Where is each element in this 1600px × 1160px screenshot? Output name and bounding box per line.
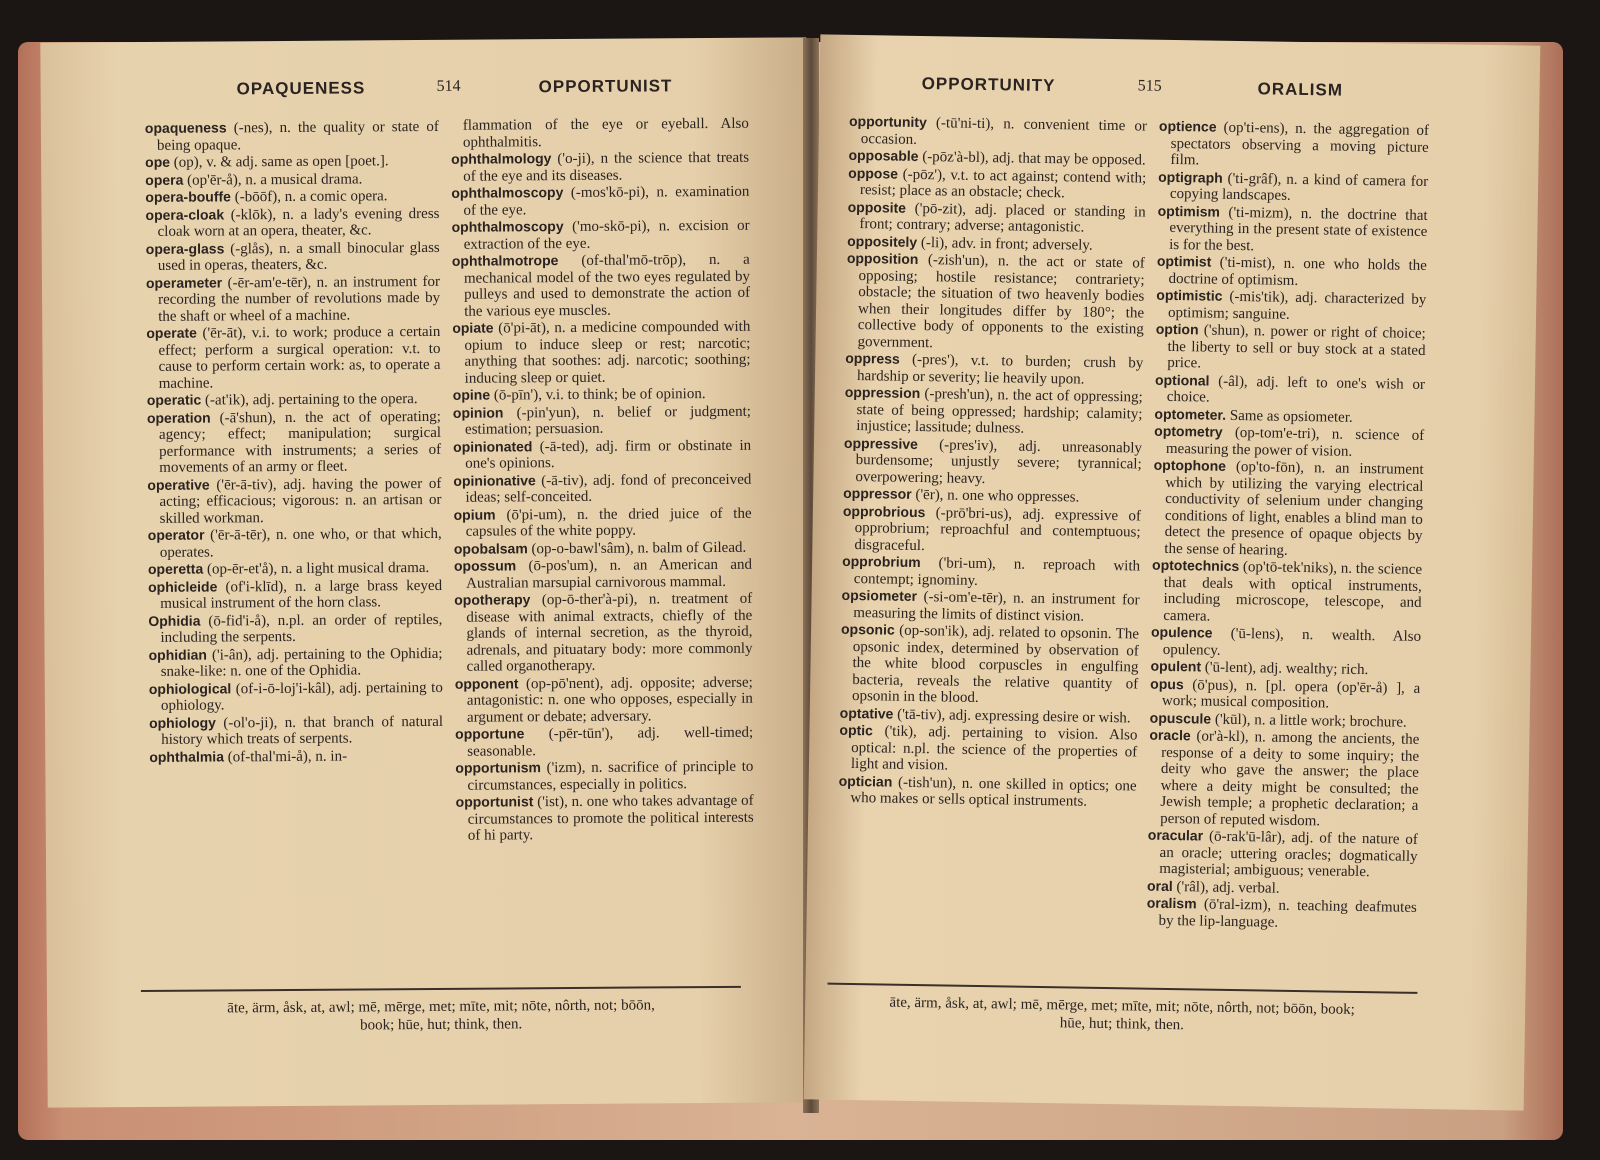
entry-definition: ('mo-skō-pi), n. excision or extraction of the eye. — [463, 217, 750, 253]
dictionary-entry — [149, 712, 443, 748]
dictionary-entry — [146, 323, 440, 392]
entry-headword: opuscule — [1149, 709, 1212, 727]
entry-headword: oral — [1146, 877, 1173, 894]
dictionary-entry — [148, 559, 442, 579]
entry-headword: oppressive — [843, 434, 919, 452]
entry-definition: (ō-pīn'), v.i. to think; be of opinion. — [490, 386, 706, 404]
entry-headword: opportune — [455, 725, 525, 742]
dictionary-entry — [146, 238, 440, 274]
entry-definition: (op'tō-tek'niks), n. the science that deals with optical instruments, including microscope, telescope, and camera. — [1163, 559, 1423, 625]
entry-headword: opiate — [452, 319, 494, 336]
dictionary-entry — [149, 746, 443, 766]
dictionary-entry — [840, 621, 1139, 709]
entry-definition: (op-son'ik), adj. related to opsonin. The opsonic index, determined by observation of the white blood corpuscles in engulfing bacteria, reveals the relative quantity of opsonin in the blood. — [851, 622, 1140, 706]
entry-headword: operetta — [147, 560, 204, 577]
entry-definition: (or'à-kl), n. among the ancients, the response of a deity to some inquiry; the deity who gave the answer; the place where a deity might be consulted; the Jewish temple; a prophetic declaration; a person of reputed wisdom. — [1160, 728, 1420, 829]
entry-definition: ('i-ân), adj. pertaining to the Ophidia; snake-like: n. one of the Ophidia. — [160, 645, 443, 680]
dictionary-entry — [1158, 168, 1429, 206]
entry-headword: optimism — [1157, 202, 1221, 220]
pronunciation-key-line-1: āte, ärm, åsk, at, awl; mē, mērge, met; mīte, mit; nōte, nôrth, not; bōōn, — [227, 997, 655, 1017]
entry-headword: opportunity — [848, 112, 927, 131]
dictionary-entry — [1151, 557, 1422, 628]
left-page-column-2 — [451, 116, 754, 845]
dictionary-entry — [453, 385, 751, 405]
entry-definition: (-pres'iv), adj. unreasonably burdensome; unjustly severe; tyrannical; overpowering; heavy. — [855, 436, 1143, 487]
entry-headword: oralism — [1146, 894, 1197, 912]
entry-headword: opulent — [1150, 657, 1202, 675]
entry-headword: ophiological — [148, 679, 232, 697]
entry-definition: ('ēr-ā-tēr), n. one who, or that which, operates. — [159, 525, 442, 561]
dictionary-entry — [452, 251, 750, 320]
entry-definition: (ō-fid'i-å), n.pl. an order of reptiles, including the serpents. — [160, 611, 443, 646]
entry-headword: option — [1155, 320, 1199, 338]
entry-headword: operative — [147, 476, 210, 493]
dictionary-entry — [1154, 423, 1425, 461]
entry-headword: opus — [1150, 675, 1184, 692]
entry-definition: flammation of the eye or eyeball. Also ophthalmitis. — [462, 115, 749, 151]
entry-definition: (op'ti-ens), n. the aggregation of spectators observing a moving picture film. — [1170, 119, 1430, 169]
entry-definition: ('ist), n. one who takes advantage of circumstances to promote the political interests of hi party. — [467, 792, 754, 844]
entry-definition: (op-pō'nent), adj. opposite; adverse; antagonistic: n. one who opposes, especially in argument or debate; adversary. — [466, 674, 753, 726]
dictionary-entry — [848, 164, 1146, 203]
dictionary-entry — [1148, 727, 1420, 831]
entry-headword: ophthalmia — [149, 747, 225, 765]
right-page-guide-word-right: ORALISM — [1257, 79, 1344, 100]
pronunciation-key-line-2: hūe, hut; think, then. — [1059, 1015, 1185, 1034]
entry-definition: (ō-pos'um), n. an American and Australian marsupial carnivorous mammal. — [466, 556, 753, 592]
entry-headword: ophiology — [148, 713, 216, 731]
dictionary-entry — [452, 318, 750, 387]
right-page — [804, 34, 1541, 1110]
entry-definition: ('ti-grâf), n. a kind of camera for copying landscapes. — [1169, 170, 1429, 204]
dictionary-entry — [843, 434, 1142, 489]
entry-headword: operameter — [145, 273, 223, 291]
entry-definition: (-pres'), v.t. to burden; crush by hardship or severity; lie heavily upon. — [856, 351, 1144, 388]
dictionary-entry — [847, 198, 1145, 237]
entry-definition: (-pēr-tūn'), adj. well-timed; seasonable. — [467, 724, 754, 760]
entry-headword: optative — [839, 704, 894, 722]
entry-headword: opsiometer — [841, 586, 918, 604]
entry-headword: ophicleide — [148, 577, 218, 595]
entry-definition: ('ti-mizm), n. the doctrine that everything in the present state of existence is for the best. — [1169, 204, 1428, 254]
dictionary-entry — [455, 673, 753, 726]
entry-headword: ophthalmotrope — [451, 252, 559, 269]
dictionary-entry — [451, 149, 749, 185]
entry-headword: optotechnics — [1151, 556, 1240, 575]
entry-definition: (-ā'shun), n. the act of operating; agency; effect; manipulation; surgical performance with instruments; a series of movements of an army or fleet. — [158, 408, 442, 476]
dictionary-entry — [845, 250, 1145, 355]
entry-definition: (-klōk), n. a lady's evening dress cloak worn at an opera, theater, &c. — [157, 205, 440, 240]
entry-definition: Same as opsiometer. — [1225, 407, 1353, 426]
dictionary-entry — [1150, 675, 1421, 713]
entry-headword: opera-bouffe — [145, 188, 231, 205]
entry-definition: (-si-om'e-tēr), n. an instrument for measuring the limits of distinct vision. — [853, 588, 1140, 625]
dictionary-entry — [149, 678, 443, 714]
entry-definition: (-prō'bri-us), adj. expressive of opprobrium; reproachful and contemptuous; disgraceful. — [854, 504, 1142, 554]
left-page-guide-word-right: OPPORTUNIST — [538, 76, 673, 97]
entry-definition: (-ā-ted), adj. firm or obstinate in one's opinions. — [465, 437, 752, 472]
entry-headword: oracle — [1149, 726, 1191, 744]
entry-definition: ('ti-mist), n. one who holds the doctrine of optimism. — [1168, 254, 1427, 289]
right-page-column-1 — [838, 113, 1147, 811]
entry-headword: oppose — [848, 164, 899, 182]
entry-headword: operator — [147, 526, 205, 543]
entry-definition: (-ol'o-ji), n. that branch of natural history which treats of serpents. — [161, 713, 444, 748]
entry-definition: (ō'pus), n. [pl. opera (op'ēr-å) ], a work; musical composition. — [1161, 676, 1421, 712]
right-page-footer-rule — [827, 983, 1417, 994]
dictionary-entry — [842, 553, 1140, 592]
entry-headword: ophidian — [148, 646, 207, 663]
entry-definition: (ō'pi-um), n. the dried juice of the capsules of the white poppy. — [465, 505, 752, 540]
left-page-column-1 — [145, 118, 444, 766]
entry-headword: opinion — [452, 403, 504, 421]
dictionary-entry — [146, 272, 440, 325]
entry-definition: (-bōōf), n. a comic opera. — [230, 188, 388, 206]
pronunciation-key-line-1: āte, ärm, åsk, at, awl; mē, mērge, met; mīte, mit; nōte, nôrth, not; bōōn, book; — [889, 994, 1356, 1018]
entry-definition: (-presh'un), n. the act of oppressing; state of being oppressed; hardship; calamity; injustice; lassitude; dulness. — [856, 386, 1143, 437]
entry-definition: ('izm), n. sacrifice of principle to circumstances, especially in politics. — [467, 758, 754, 794]
entry-headword: opportunism — [455, 759, 541, 776]
entry-definition: ('kūl), n. a little work; brochure. — [1211, 711, 1407, 731]
entry-headword: opaqueness — [144, 119, 227, 136]
entry-definition: (of-thal'mō-trōp), n. a mechanical model of the two eyes regulated by pulleys and used to demonstrate the action of the various eye muscles. — [463, 251, 751, 320]
entry-headword: optometer. — [1154, 405, 1227, 423]
entry-definition: ('tā-tiv), adj. expressing desire or wish. — [893, 706, 1131, 726]
dictionary-entry — [145, 169, 439, 189]
entry-headword: Ophidia — [148, 612, 201, 629]
pronunciation-key-line-2: book; hūe, hut; think, then. — [360, 1016, 523, 1034]
dictionary-entry — [1151, 624, 1422, 662]
dictionary-entry — [145, 204, 439, 240]
entry-headword: opera-glass — [145, 239, 225, 257]
entry-headword: opine — [452, 386, 491, 403]
right-page-guide-word-left: OPPORTUNITY — [921, 74, 1056, 96]
dictionary-entry — [147, 474, 441, 527]
entry-headword: optigraph — [1158, 168, 1223, 186]
dictionary-entry — [838, 772, 1136, 811]
entry-headword: opponent — [454, 674, 519, 692]
dictionary-entry — [849, 113, 1147, 152]
entry-definition: ('ēr-ā-tiv), adj. having the power of acting; efficacious; vigorous: n. an artisan or skilled workman. — [159, 475, 442, 527]
dictionary-entry — [1156, 253, 1427, 291]
entry-headword: opulence — [1150, 623, 1213, 641]
entry-definition: (-âl), adj. left to one's wish or choice. — [1166, 373, 1426, 406]
entry-headword: opera — [145, 171, 184, 188]
entry-definition: (-mos'kō-pi), n. examination of the eye. — [463, 183, 750, 219]
left-page-pronunciation-key — [141, 996, 741, 1036]
entry-headword: oppression — [844, 383, 921, 402]
dictionary-entry — [454, 556, 752, 592]
entry-definition: (op'to-fōn), n. an instrument which by utilizing the varying electrical conductivity of selenium under changing conditions of light, enables a blind man to detect the presence of opaque objects by the sense of hearing. — [1164, 458, 1424, 559]
dictionary-entry — [145, 152, 439, 172]
dictionary-entry — [455, 724, 753, 760]
dictionary-entry — [147, 407, 441, 476]
entry-definition: (-zish'un), n. the act or state of opposing; hostile resistance; contrariety; obstacle; the situation of two heavenly bodies when their longitudes differ by 180°; the collective body of opponents to the existing government. — [857, 251, 1145, 351]
entry-headword: optience — [1158, 117, 1217, 135]
dictionary-entry — [145, 118, 439, 154]
entry-definition: ('pō-zit), adj. placed or standing in front; contrary; adverse; antagonistic. — [859, 200, 1146, 236]
dictionary-entry — [455, 758, 753, 794]
dictionary-entry — [1155, 371, 1426, 409]
dictionary-entry — [454, 504, 752, 540]
entry-headword: ophthalmology — [451, 150, 552, 167]
dictionary-entry — [145, 187, 439, 207]
entry-definition: ('ēr), n. one who oppresses. — [911, 486, 1080, 506]
entry-definition: (-glås), n. a small binocular glass used in operas, theaters, &c. — [157, 239, 440, 274]
entry-headword: oppress — [845, 349, 900, 367]
entry-headword: operatic — [146, 391, 202, 408]
entry-headword: opposition — [846, 249, 919, 267]
dictionary-entry — [453, 436, 751, 472]
entry-definition: (op-ō-ther'à-pi), n. treatment of disease with animal extracts, chiefly of the glands of internal secretion, as the thyroid, adrenals, and pituatary body: more commonly called organotherapy. — [466, 590, 753, 675]
entry-headword: optometry — [1154, 422, 1223, 440]
entry-definition: (-pin'yun), n. belief or judgment; estimation; persuasion. — [464, 403, 751, 438]
entry-definition: ('ū-lent), adj. wealthy; rich. — [1200, 659, 1369, 679]
dictionary-entry — [842, 502, 1141, 557]
entry-definition: ('o-ji), n the science that treats of the eye and its diseases. — [463, 149, 750, 185]
entry-definition: (ō'pi-āt), n. a medicine compounded with opium to induce sleep or rest; narcotic; anything that soothes: adj. narcotic; soothing; inducing sleep or quiet. — [464, 318, 751, 387]
dictionary-entry — [456, 792, 754, 845]
dictionary-entry — [845, 350, 1143, 389]
entry-headword: optic — [839, 721, 874, 739]
entry-definition: (of-i-ō-loj'i-kâl), adj. pertaining to ophiology. — [160, 679, 443, 714]
dictionary-entry — [1156, 287, 1427, 325]
entry-definition: ('bri-um), n. reproach with contempt; ignominy. — [853, 555, 1141, 589]
entry-headword: opinionated — [453, 437, 533, 455]
dictionary-entry — [1152, 457, 1424, 561]
entry-definition: (op-ēr-et'å), n. a light musical drama. — [203, 559, 430, 578]
dictionary-entry — [453, 402, 751, 438]
right-page-number: 515 — [1137, 77, 1162, 95]
entry-definition: (-at'ik), adj. pertaining to the opera. — [201, 391, 418, 409]
entry-definition: ('tik), adj. pertaining to vision. Also optical: n.pl. the science of the properties of light and vision. — [850, 723, 1138, 774]
entry-headword: opotherapy — [454, 591, 531, 608]
dictionary-entry — [1158, 118, 1429, 173]
entry-definition: (-nes), n. the quality or state of being opaque. — [156, 118, 439, 154]
entry-definition: ('shun), n. power or right of choice; the liberty to sell or buy stock at a stated price. — [1167, 322, 1426, 372]
entry-definition: (-ā-tiv), adj. fond of preconceived ideas; self-conceited. — [465, 471, 752, 506]
dictionary-entry — [1155, 321, 1426, 376]
entry-headword: oppositely — [847, 232, 918, 250]
entry-definition: (-tū'ni-ti), n. convenient time or occasion. — [860, 115, 1148, 148]
entry-definition: (-li), adv. in front; adversely. — [917, 234, 1093, 254]
dictionary-entry — [841, 587, 1139, 626]
entry-headword: optional — [1154, 371, 1210, 389]
dictionary-entry — [451, 116, 749, 151]
entry-headword: opposite — [847, 198, 907, 216]
dictionary-entry — [1157, 202, 1428, 257]
dictionary-entry — [1147, 827, 1418, 882]
dictionary-entry — [147, 390, 441, 410]
entry-headword: opium — [453, 506, 496, 523]
entry-definition: (op-tom'e-tri), n. science of measuring the power of vision. — [1165, 424, 1425, 460]
entry-definition: (op), v. & adj. same as open [poet.]. — [169, 153, 389, 171]
entry-headword: operation — [146, 409, 211, 426]
entry-definition: (-mis'tik), adj. characterized by optimism; sanguine. — [1167, 288, 1427, 323]
dictionary-entry — [148, 610, 442, 646]
entry-definition: (of-thal'mi-å), n. in- — [223, 748, 348, 765]
entry-definition: (-pōz'), v.t. to act against; contend with; resist; place as an obstacle; check. — [859, 166, 1147, 202]
entry-headword: opsonic — [840, 620, 895, 638]
entry-headword: opprobrious — [842, 502, 926, 520]
entry-definition: ('ū-lens), n. wealth. Also opulency. — [1162, 625, 1422, 659]
entry-headword: opobalsam — [453, 539, 528, 557]
left-page-number: 514 — [436, 77, 461, 95]
right-page-pronunciation-key — [827, 993, 1417, 1038]
dictionary-entry — [148, 525, 442, 561]
entry-headword: opera-cloak — [145, 205, 225, 223]
entry-headword: ope — [145, 153, 171, 170]
dictionary-entry — [453, 470, 751, 506]
entry-definition: (op'ēr-å), n. a musical drama. — [183, 170, 363, 189]
dictionary-entry — [454, 590, 753, 676]
dictionary-entry — [844, 384, 1143, 439]
entry-definition: (-tish'un), n. one skilled in optics; one who makes or sells optical instruments. — [850, 774, 1137, 810]
dictionary-entry — [839, 722, 1138, 777]
dictionary-entry — [451, 183, 749, 219]
dictionary-entry — [454, 538, 752, 558]
entry-headword: opossum — [453, 557, 517, 574]
entry-headword: optophone — [1153, 456, 1227, 474]
entry-definition: (ō'ral-izm), n. teaching deafmutes by the lip-language. — [1158, 896, 1417, 931]
entry-definition: ('râl), adj. verbal. — [1172, 878, 1280, 897]
entry-headword: opinionative — [453, 471, 536, 489]
entry-definition: ('ēr-āt), v.i. to work; produce a certain effect; perform a surgical operation: v.t. to cause to perform certain work: as, to operate a machine. — [158, 323, 441, 392]
entry-headword: optician — [838, 772, 893, 790]
entry-headword: ophthalmoscopy — [451, 218, 564, 235]
entry-headword: oppressor — [843, 484, 912, 502]
entry-headword: oracular — [1147, 826, 1204, 844]
entry-definition: (of'i-klīd), n. a large brass keyed musical instrument of the horn class. — [160, 577, 443, 612]
entry-headword: optimist — [1156, 252, 1212, 270]
right-page-column-2 — [1146, 118, 1429, 933]
entry-headword: opprobrium — [842, 552, 921, 571]
dictionary-entry — [148, 576, 442, 612]
entry-definition: (-pōz'à-bl), adj. that may be opposed. — [918, 148, 1146, 169]
dictionary-entry — [452, 217, 750, 253]
entry-headword: opposable — [848, 146, 919, 164]
dictionary-entry — [149, 644, 443, 680]
left-page-footer-rule — [141, 986, 741, 992]
left-page — [40, 37, 813, 1107]
entry-definition: (op-o-bawl'sâm), n. balm of Gilead. — [527, 539, 747, 557]
entry-headword: opportunist — [455, 793, 534, 810]
entry-definition: (ō-rak'ū-lâr), adj. of the nature of an oracle; uttering oracles; dogmatically magisterial; ambiguous; venerable. — [1159, 828, 1418, 881]
entry-headword: operate — [146, 324, 197, 341]
dictionary-entry — [1146, 895, 1417, 933]
entry-headword: optimistic — [1156, 286, 1223, 304]
left-page-guide-word-left: OPAQUENESS — [236, 78, 366, 99]
entry-headword: ophthalmoscopy — [451, 184, 564, 201]
entry-definition: (-ēr-am'e-tēr), n. an instrument for recording the number of revolutions made by the shaft or wheel of a machine. — [158, 273, 441, 325]
